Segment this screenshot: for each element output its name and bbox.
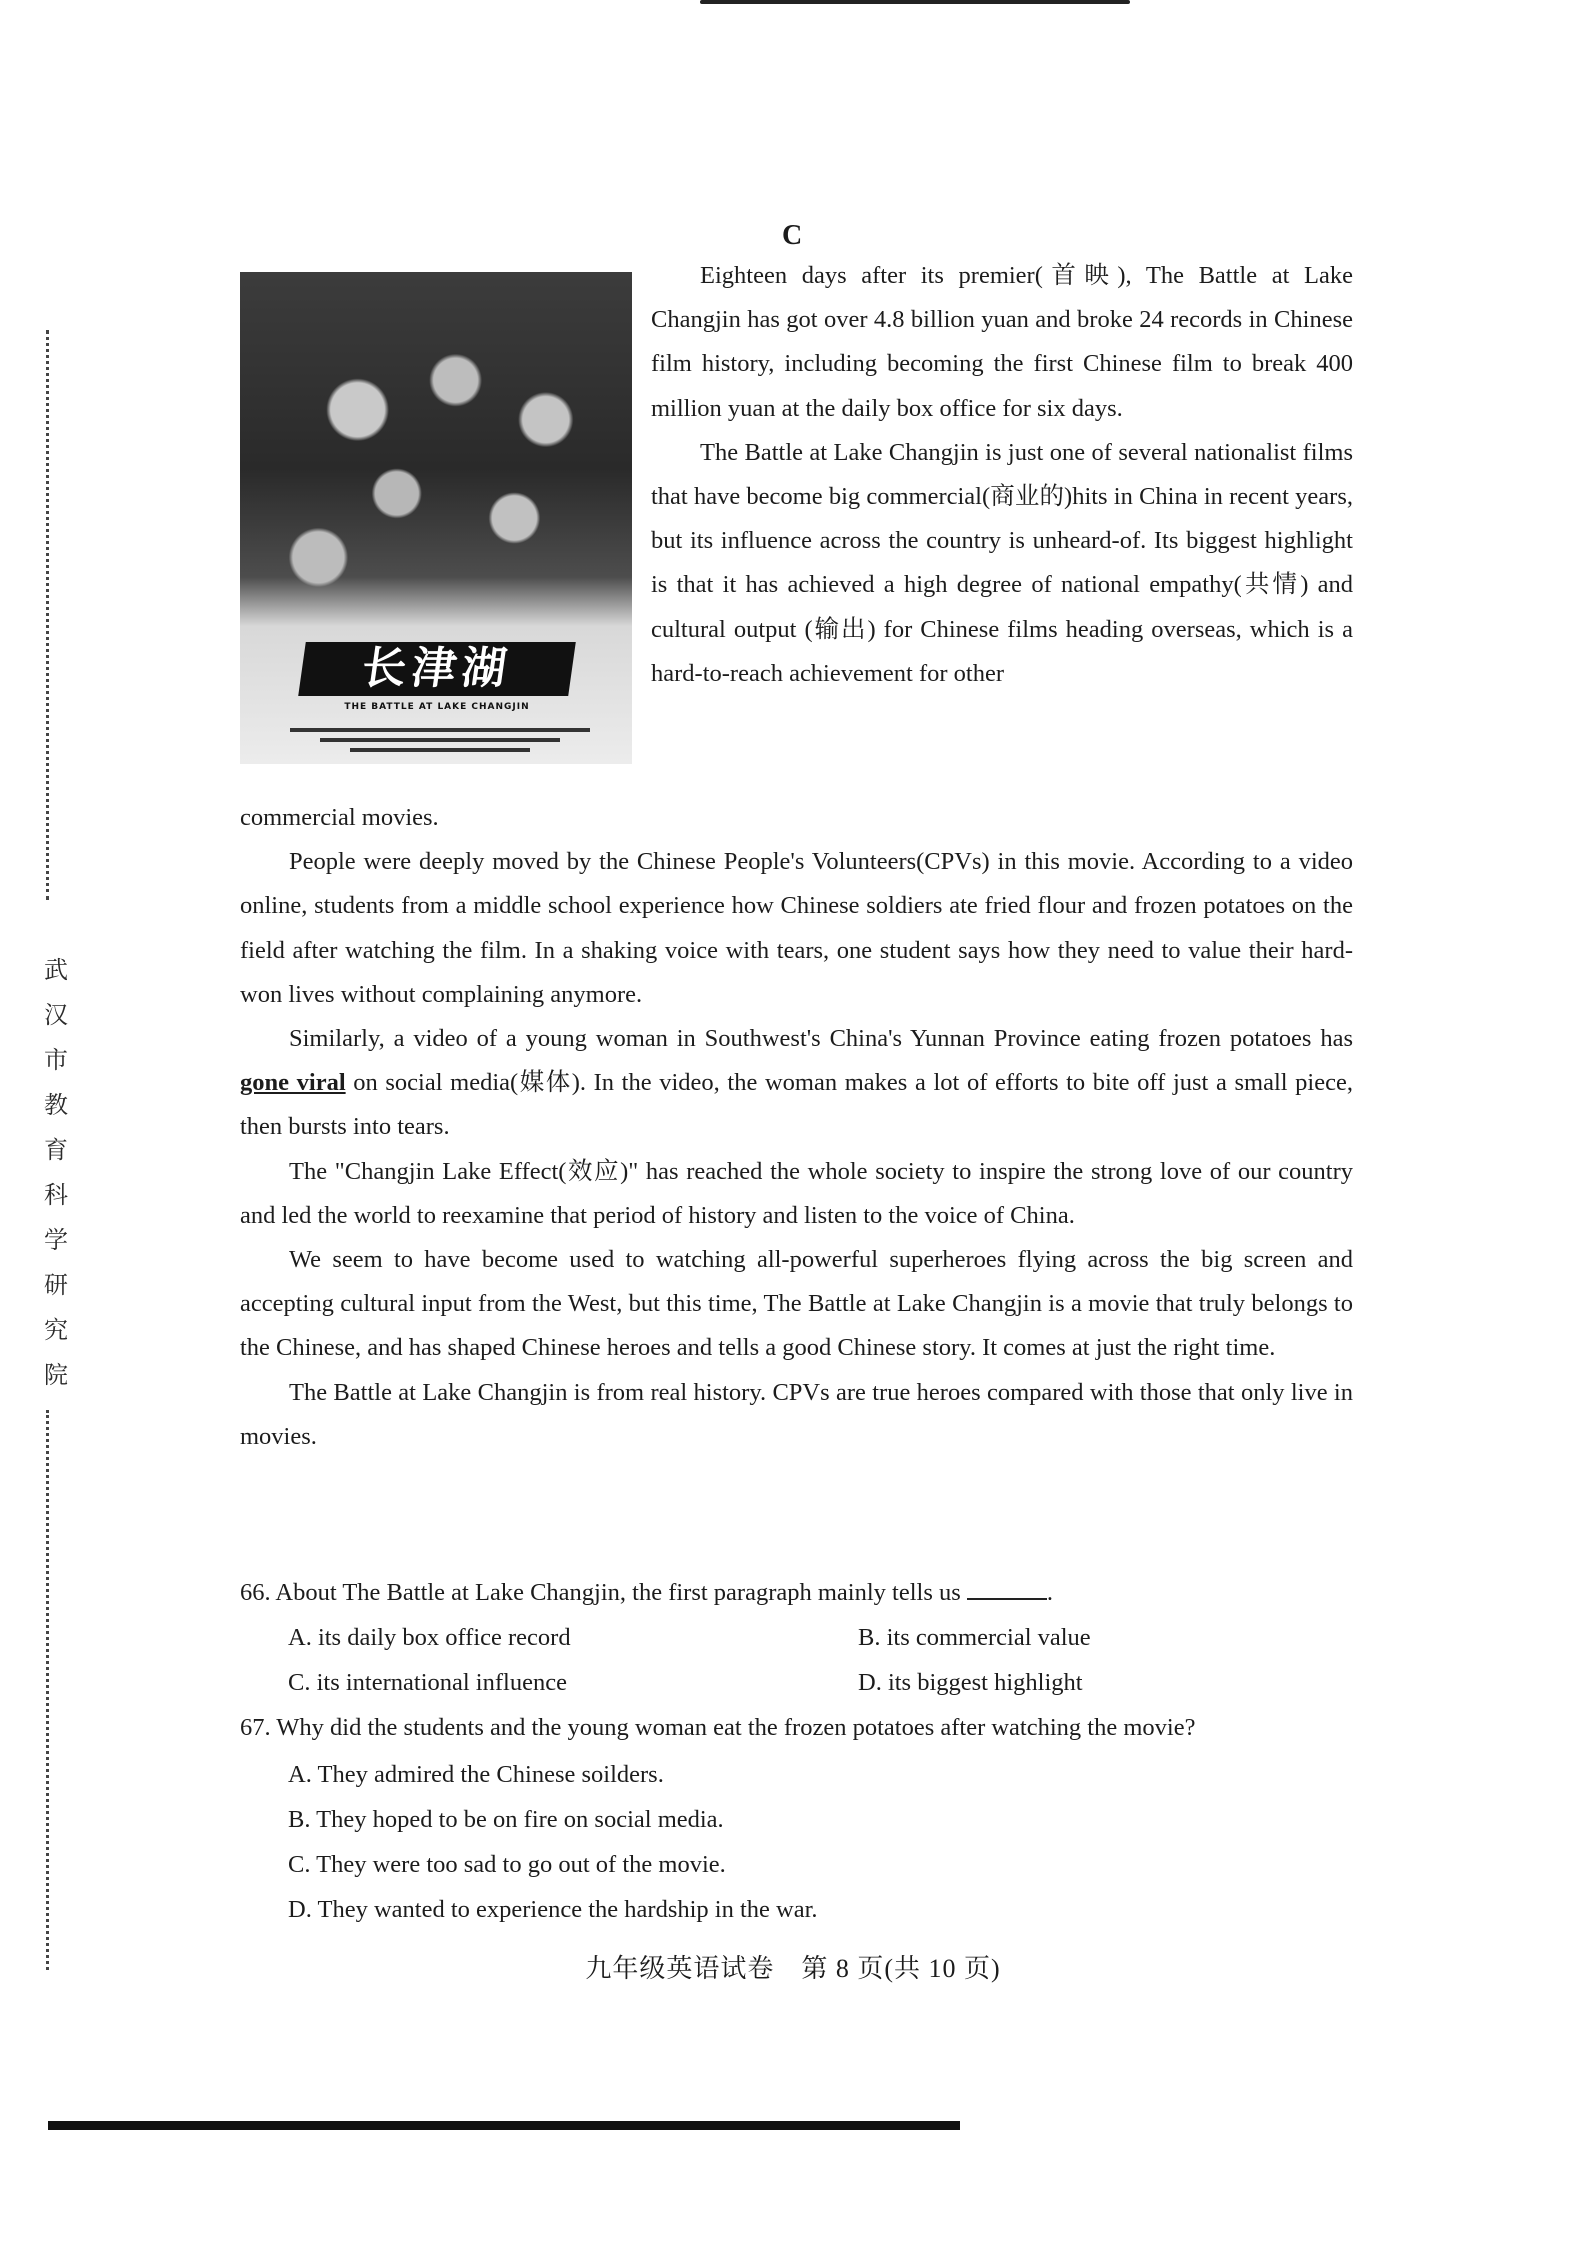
paragraph-2-tail: commercial movies. [240, 804, 439, 831]
answer-blank[interactable] [967, 1578, 1047, 1600]
paragraph-3: People were deeply moved by the Chinese People's Volunteers(CPVs) in this movie. According to a video online, students from a middle school experience how Chinese soldiers ate fried flour and frozen potatoes on the field after watching the film. In a shaking voice with tears, one student says how they need to value their hard- won lives without complaining anymore. [240, 848, 1353, 1008]
q66-option-b[interactable]: B. its commercial value [858, 1624, 1091, 1651]
paragraph-6: We seem to have become used to watching all-powerful superheroes flying across the big screen and accepting cultural input from the West, but this time, The Battle at Lake Changjin is a movie that truly belongs to the Chinese, and has shaped Chinese heroes and tells a good Chinese story. It comes at just the right time. [240, 1246, 1353, 1362]
movie-poster-image [240, 272, 632, 764]
q66-option-c[interactable]: C. its international influence [288, 1669, 567, 1696]
section-letter: C [782, 220, 803, 251]
paragraph-5: The "Changjin Lake Effect(效应)" has reached the whole society to inspire the strong love of our country and led the world to reexamine that period of history and listen to the voice of China. [240, 1157, 1353, 1229]
scan-edge-bottom [48, 2121, 960, 2130]
scan-edge-top [700, 0, 1130, 4]
q67-option-b[interactable]: B. They hoped to be on fire on social media. [288, 1806, 724, 1833]
q66-option-d[interactable]: D. its biggest highlight [858, 1669, 1083, 1696]
question-67-stem: 67. Why did the students and the young woman eat the frozen potatoes after watching the movie? [240, 1714, 1196, 1741]
q67-option-c[interactable]: C. They were too sad to go out of the movie. [288, 1851, 726, 1878]
side-stamp: 武 汉 市 教 育 科 学 研 究 院 [44, 956, 68, 1389]
binding-dotted-line-lower [46, 1410, 55, 1970]
paragraph-7: The Battle at Lake Changjin is from real history. CPVs are true heroes compared with those that only live in movies. [240, 1378, 1353, 1450]
underlined-phrase: gone viral [240, 1069, 346, 1097]
q67-option-a[interactable]: A. They admired the Chinese soilders. [288, 1761, 664, 1788]
poster-credits [290, 722, 590, 758]
passage-wrapped-column [651, 254, 1353, 696]
q66-option-a[interactable]: A. its daily box office record [288, 1624, 571, 1651]
paragraph-4: Similarly, a video of a young woman in Southwest's China's Yunnan Province eating frozen potatoes has gone viral on social media(媒体). In the video, the woman makes a lot of efforts to bite off just a small piece, then bursts into tears. [240, 1025, 1353, 1141]
binding-dotted-line-upper [46, 330, 55, 900]
paragraph-1: Eighteen days after its premier(首映), The Battle at Lake Changjin has got over 4.8 billion yuan and broke 24 records in Chinese film history, including becoming the first Chinese film to break 400 million yuan at the daily box office for six days. [651, 262, 1353, 422]
q67-option-d[interactable]: D. They wanted to experience the hardship in the war. [288, 1896, 818, 1923]
paragraph-2: The Battle at Lake Changjin is just one of several nationalist films that have become big commercial(商业的)hits in China in recent years, but its influence across the country is unheard-of. Its biggest highlight is that it has achieved a high degree of national empathy(共情) and cultural output (输出) for Chinese films heading overseas, which is a hard-to-reach achievement for other [651, 438, 1354, 687]
question-66-stem: 66. About The Battle at Lake Changjin, the first paragraph mainly tells us . [240, 1579, 1054, 1606]
poster-title-en: THE BATTLE AT LAKE CHANGJIN [344, 702, 530, 712]
poster-title-cn: 长津湖 [298, 642, 576, 696]
passage-main-column [240, 796, 1353, 1459]
page-footer: 九年级英语试卷 第 8 页(共 10 页) [585, 1954, 1001, 1983]
